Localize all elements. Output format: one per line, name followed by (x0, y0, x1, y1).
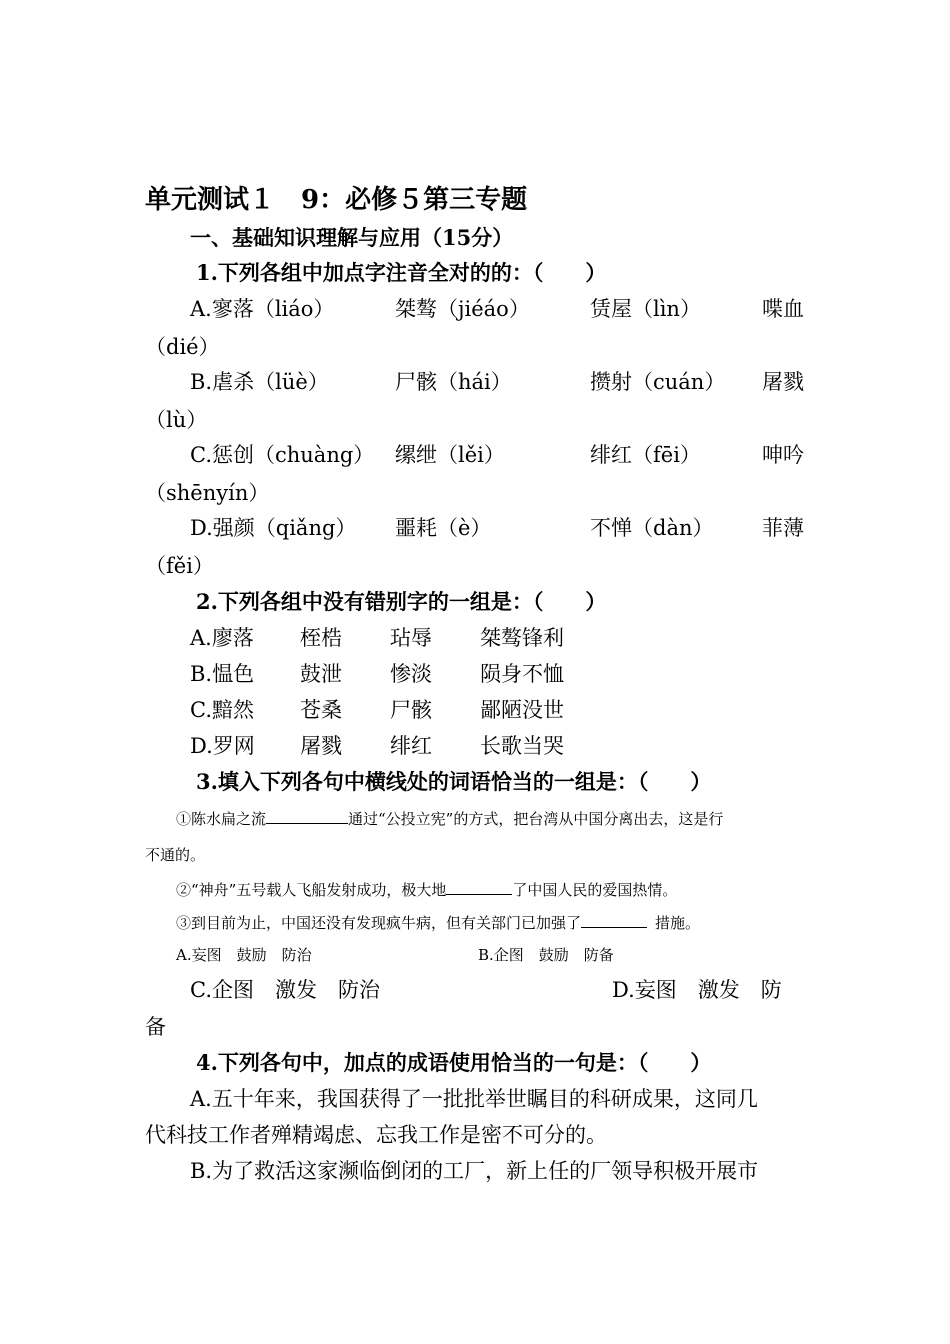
q1-option-c-1: C.惩创（chuàng） (190, 443, 375, 467)
q2-option-a-3: 玷辱 (390, 626, 432, 650)
q1-option-b-4: 屠戮 (762, 370, 804, 394)
q3-sentence-3 (176, 911, 700, 934)
q3-option-d-cont: 备 (145, 1015, 166, 1039)
q3-option-a: A.妄图 鼓励 防治 (176, 946, 312, 964)
q1-option-b-1: B.虐杀（lüè） (190, 370, 329, 394)
q2-option-b-4: 陨身不恤 (480, 662, 564, 686)
q2-option-d-4: 长歌当哭 (480, 734, 564, 758)
q3-s3-part-a: ③到目前为止，中国还没有发现疯牛病，但有关部门已加强了 (176, 914, 582, 932)
q1-option-c-4: 呻吟 (762, 443, 804, 467)
q3-sentence-1 (176, 807, 723, 830)
q1-option-b-5: （lù） (145, 408, 208, 432)
q3-option-d: D.妄图 激发 防 (612, 978, 782, 1002)
question-2-stem: 2.下列各组中没有错别字的一组是：（ ） (196, 589, 607, 614)
q2-option-c-1: C.黯然 (190, 698, 254, 722)
q2-option-d-2: 屠戮 (300, 734, 342, 758)
q1-option-c-5: （shēnyín） (145, 481, 270, 505)
q1-option-b-3: 攒射（cuán） (590, 370, 726, 394)
q2-option-b-1: B.愠色 (190, 662, 255, 686)
q1-option-d-3: 不惮（dàn） (590, 516, 714, 540)
q4-option-b-line-1: B.为了救活这家濒临倒闭的工厂，新上任的厂领导积极开展市 (190, 1159, 759, 1183)
q3-s2-part-b: 了中国人民的爱国热情。 (512, 881, 678, 899)
q3-option-b: B.企图 鼓励 防备 (478, 946, 614, 964)
q1-option-a-5: （dié） (145, 335, 220, 359)
q1-option-d-5: （fěi） (145, 554, 214, 578)
q1-option-a-2: 桀骜（jiéáo） (395, 297, 530, 321)
q1-option-c-3: 绯红（fēi） (590, 443, 701, 467)
fill-blank-3 (581, 911, 647, 928)
q1-option-d-2: 噩耗（è） (395, 516, 492, 540)
q2-option-c-2: 苍桑 (300, 698, 342, 722)
q1-option-a-4: 喋血 (762, 297, 804, 321)
q2-option-d-1: D.罗网 (190, 734, 255, 758)
page-title: 单元测试１ 9：必修５第三专题 (145, 185, 528, 215)
q4-option-a-line-2: 代科技工作者殚精竭虑、忘我工作是密不可分的。 (145, 1123, 607, 1147)
fill-blank-1 (266, 807, 348, 824)
q1-option-d-1: D.强颜（qiǎng） (190, 516, 357, 540)
q2-option-a-1: A.廖落 (190, 626, 254, 650)
q1-option-a-3: 赁屋（lìn） (590, 297, 701, 321)
q1-option-a-1: A.寥落（liáo） (190, 297, 335, 321)
q2-option-c-4: 鄙陋没世 (480, 698, 564, 722)
fill-blank-2 (446, 878, 512, 895)
q3-s1-part-b: 通过“公投立宪”的方式，把台湾从中国分离出去，这是行 (348, 810, 724, 828)
section-heading: 一、基础知识理解与应用（15分） (190, 225, 514, 250)
q3-s1-part-a: ①陈水扁之流 (176, 810, 267, 828)
q2-option-d-3: 绯红 (390, 734, 432, 758)
q1-option-b-2: 尸骸（hái） (395, 370, 512, 394)
q2-option-c-3: 尸骸 (390, 698, 432, 722)
q3-s2-part-a: ②“神舟”五号载人飞船发射成功，极大地 (176, 881, 447, 899)
q3-sentence-2 (176, 878, 677, 901)
q2-option-b-3: 惨淡 (390, 662, 432, 686)
question-3-stem: 3.填入下列各句中横线处的词语恰当的一组是：（ ） (196, 769, 712, 794)
q1-option-d-4: 菲薄 (762, 516, 804, 540)
q3-sentence-1-cont: 不通的。 (145, 846, 206, 864)
q2-option-b-2: 鼓泄 (300, 662, 342, 686)
question-4-stem: 4.下列各句中，加点的成语使用恰当的一句是：（ ） (196, 1050, 712, 1075)
question-1-stem: 1.下列各组中加点字注音全对的的：（ ） (196, 260, 607, 285)
q3-option-c: C.企图 激发 防治 (190, 978, 380, 1002)
q4-option-a-line-1: A.五十年来，我国获得了一批批举世瞩目的科研成果，这同几 (190, 1087, 758, 1111)
q2-option-a-4: 桀骜锋利 (480, 626, 564, 650)
q3-s3-part-b: 措施。 (655, 914, 701, 932)
q2-option-a-2: 桎梏 (300, 626, 342, 650)
q1-option-c-2: 缧绁（lěi） (395, 443, 505, 467)
